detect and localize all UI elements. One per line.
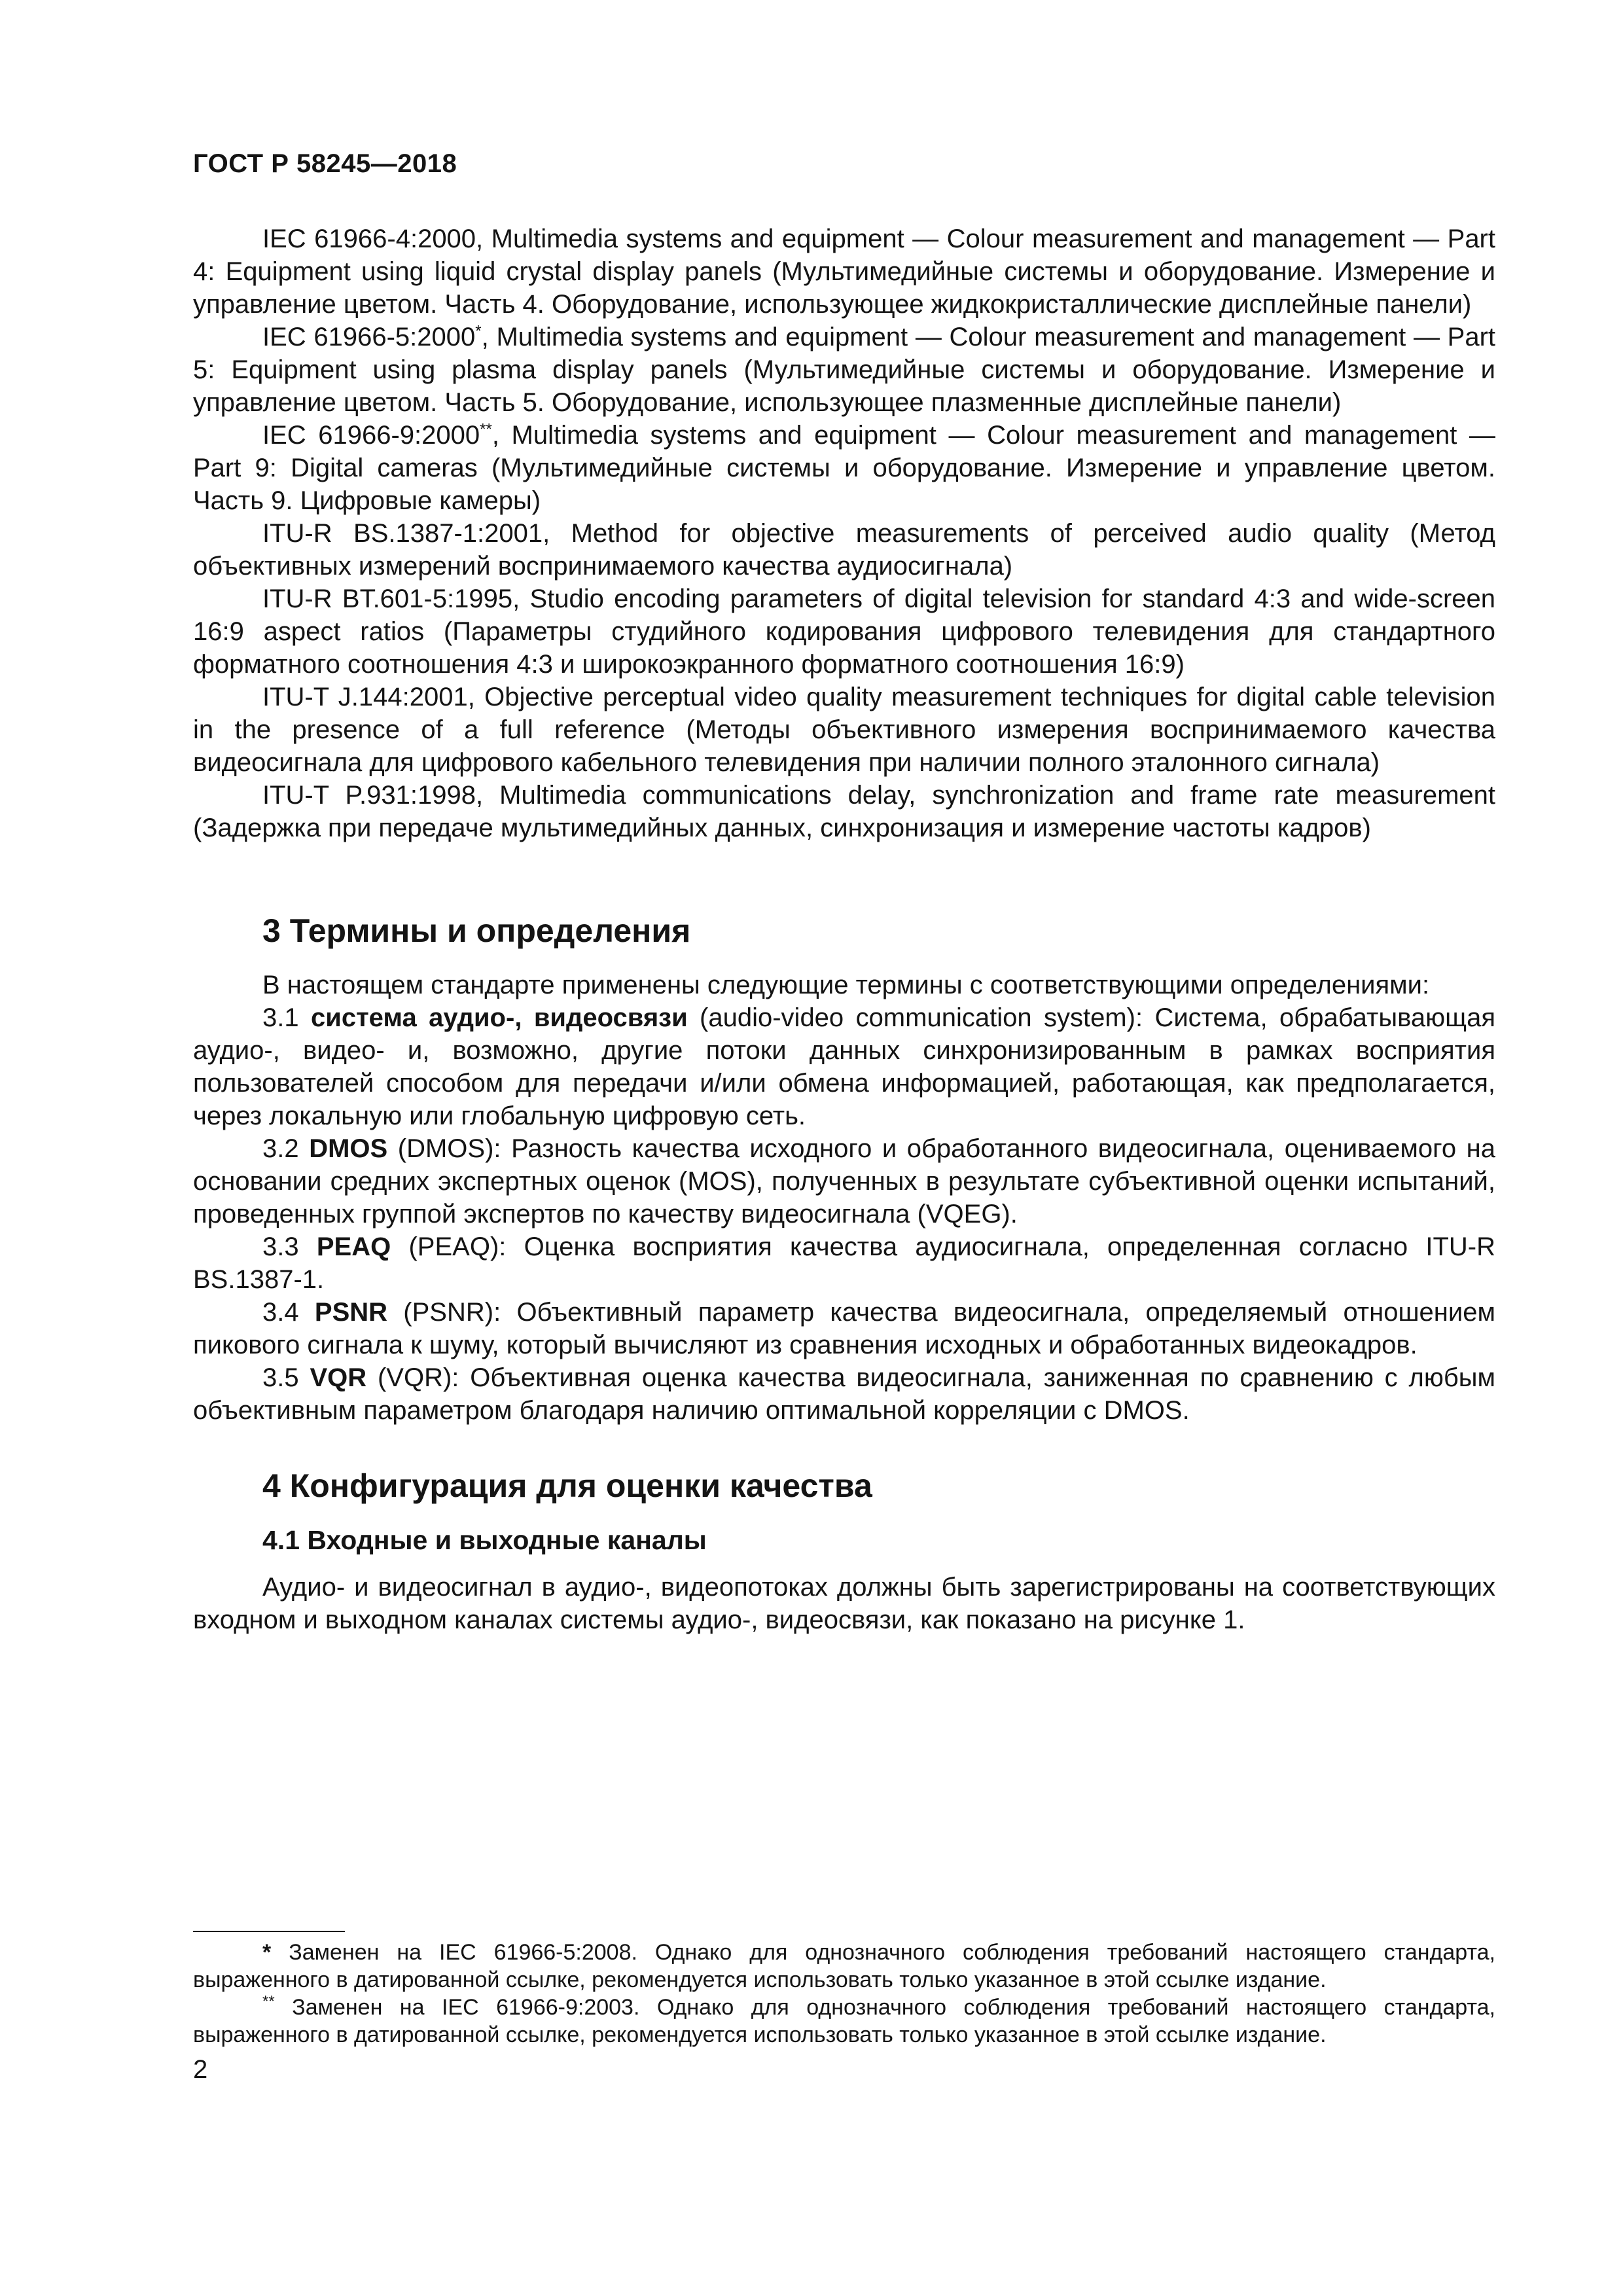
section-configuration: [193, 1466, 1495, 1636]
footnote-marker: **: [480, 420, 492, 439]
term-number: 3.2: [262, 1134, 299, 1163]
section-title: 3 Термины и определения: [262, 912, 691, 949]
section-terms: [193, 911, 1495, 1427]
footnote-marker: *: [262, 1940, 272, 1965]
term-text: (DMOS): Разность качества исходного и обработанного видеосигнала, оцениваемого на основании средних экспертных оценок (MOS), полученных в результате субъективной оценки испытаний, проведенных группой экспертов по качеству видеосигнала (VQEG).: [193, 1134, 1495, 1229]
reference-item: [193, 321, 1495, 419]
term-definition: [193, 1361, 1495, 1427]
section-paragraph: Аудио- и видеосигнал в аудио-, видеопотоках должны быть зарегистрированы на соответствующих входном и выходном каналах системы аудио-, видеосвязи, как показано на рисунке 1.: [193, 1573, 1495, 1634]
reference-item: ITU-T P.931:1998, Multimedia communications delay, synchronization and frame rate measurement (Задержка при передаче мультимедийных данных, синхронизация и измерение частоты кадров): [193, 781, 1495, 842]
term-number: 3.1: [262, 1003, 299, 1032]
footnotes: [193, 1939, 1495, 2049]
term-text: (PSNR): Объективный параметр качества видеосигнала, определяемый отношением пикового сигнала к шуму, который вычисляют из сравнения исходных и обработанных видеокадров.: [193, 1298, 1495, 1359]
reference-item: ITU-R BT.601-5:1995, Studio encoding parameters of digital television for standard 4:3 and wide-screen 16:9 aspect ratios (Параметры студийного кодирования цифрового телевидения для стандартного форматного соотношения 4:3 и широкоэкранного форматного соотношения 16:9): [193, 584, 1495, 679]
document-page: [193, 0, 1495, 2296]
footnote-divider: [193, 1931, 345, 1932]
footnote-text: Заменен на IEC 61966-5:2008. Однако для однозначного соблюдения требований настоящего стандарта, выраженного в датированной ссылке, рекомендуется использовать только указанное в этой ссылке издание.: [193, 1940, 1495, 1992]
reference-item: ITU-T J.144:2001, Objective perceptual video quality measurement techniques for digital cable television in the presence of a full reference (Методы объективного измерения воспринимаемого качества видеосигнала для цифрового кабельного телевидения при наличии полного эталонного сигнала): [193, 683, 1495, 777]
document-header: ГОСТ Р 58245—2018: [193, 149, 457, 178]
reference-id: IEC 61966-5:2000: [262, 323, 476, 351]
normative-references-list: [193, 223, 1495, 844]
term-name: система аудио-, видеосвязи: [311, 1003, 688, 1032]
footnote: [193, 1939, 1495, 1994]
reference-text: , Multimedia systems and equipment — Colour measurement and management — Part 5: Equipment using plasma display panels (Мультимедийные системы и оборудование. Измерение и управление цветом. Часть 5. Оборудование, использующее плазменные дисплейные панели): [193, 323, 1495, 417]
term-number: 3.5: [262, 1363, 299, 1392]
footnote-text: Заменен на IEC 61966-9:2003. Однако для однозначного соблюдения требований настоящего стандарта, выраженного в датированной ссылке, рекомендуется использовать только указанное в этой ссылке издание.: [193, 1995, 1495, 2047]
term-number: 3.3: [262, 1232, 299, 1261]
term-definition: [193, 1132, 1495, 1230]
reference-item: IEC 61966-4:2000, Multimedia systems and equipment — Colour measurement and management — Part 4: Equipment using liquid crystal display panels (Мультимедийные системы и оборудование. Измерение и управление цветом. Часть 4. Оборудование, использующее жидкокристаллические дисплейные панели): [193, 224, 1495, 319]
section-title: 4 Конфигурация для оценки качества: [262, 1467, 872, 1504]
footnote: [193, 1994, 1495, 2049]
term-name: PEAQ: [316, 1232, 391, 1261]
term-name: VQR: [310, 1363, 367, 1392]
term-text: (audio-video communication system): Система, обрабатывающая аудио-, видео- и, возможно, другие потоки данных синхронизированным в рамках восприятия пользователей способом для передачи и/или обмена информацией, работающая, как предполагается, через локальную или глобальную цифровую сеть.: [193, 1003, 1495, 1130]
reference-id: IEC 61966-9:2000: [262, 421, 480, 450]
term-text: (VQR): Объективная оценка качества видеосигнала, заниженная по сравнению с любым объективным параметром благодаря наличию оптимальной корреляции с DMOS.: [193, 1363, 1495, 1425]
reference-text: , Multimedia systems and equipment — Colour measurement and management — Part 9: Digital cameras (Мультимедийные системы и оборудование. Измерение и управление цветом. Часть 9. Цифровые камеры): [193, 421, 1495, 515]
page-number: 2: [193, 2055, 208, 2084]
term-definition: [193, 1230, 1495, 1296]
footnote-marker: **: [262, 1992, 275, 2011]
term-definition: [193, 1296, 1495, 1361]
footnote-marker: *: [475, 322, 482, 340]
term-text: (PEAQ): Оценка восприятия качества аудиосигнала, определенная согласно ITU-R BS.1387-1.: [193, 1232, 1495, 1294]
subsection-title: 4.1 Входные и выходные каналы: [262, 1525, 707, 1555]
term-name: DMOS: [309, 1134, 388, 1163]
reference-item: [193, 419, 1495, 517]
term-name: PSNR: [314, 1298, 388, 1327]
term-number: 3.4: [262, 1298, 299, 1327]
section-intro: В настоящем стандарте применены следующие термины с соответствующими определениями:: [262, 971, 1430, 999]
reference-item: ITU-R BS.1387-1:2001, Method for objective measurements of perceived audio quality (Метод объективных измерений воспринимаемого качества аудиосигнала): [193, 519, 1495, 581]
term-definition: [193, 1001, 1495, 1132]
